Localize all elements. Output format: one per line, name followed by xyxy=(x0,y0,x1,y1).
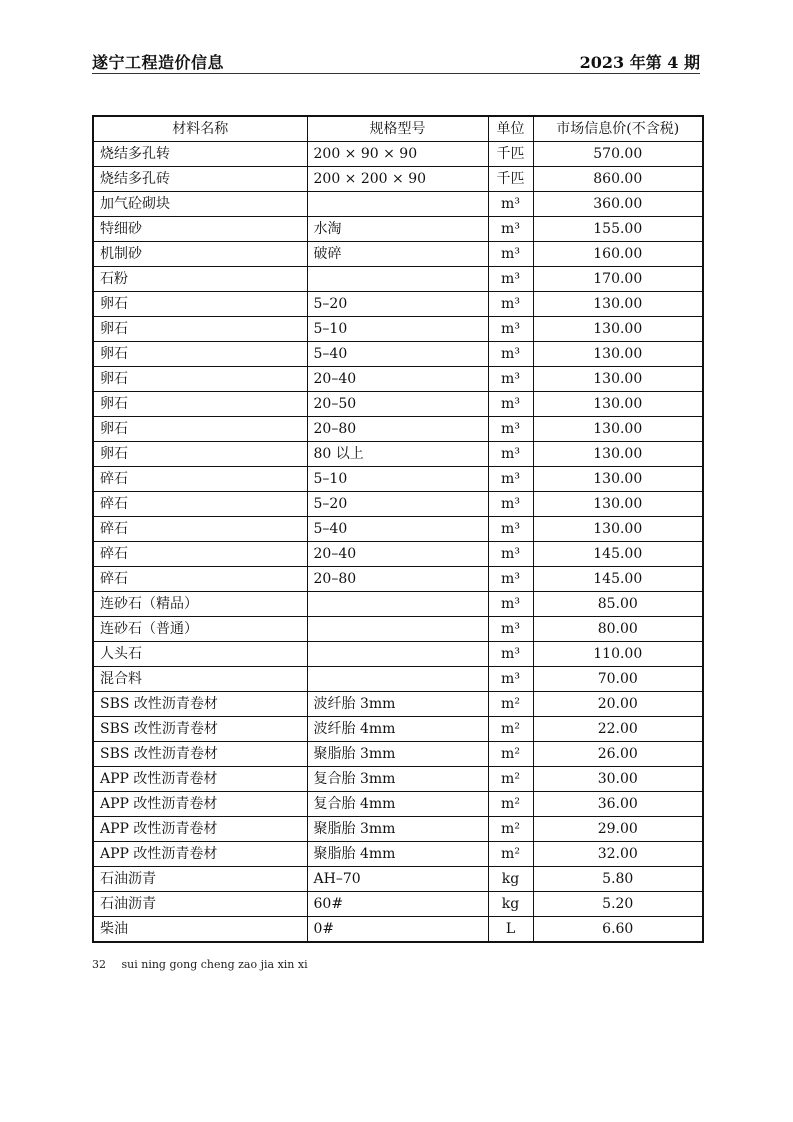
table-row xyxy=(93,417,703,442)
cell-material-name: 碎石 xyxy=(93,492,307,517)
cell-unit: m³ xyxy=(488,542,533,567)
cell-material-name: SBS 改性沥青卷材 xyxy=(93,742,307,767)
cell-unit: m³ xyxy=(488,267,533,292)
cell-spec xyxy=(307,192,488,217)
cell-price: 130.00 xyxy=(533,517,703,542)
cell-material-name: 混合料 xyxy=(93,667,307,692)
cell-spec: 20–40 xyxy=(307,367,488,392)
cell-material-name: 卵石 xyxy=(93,342,307,367)
cell-material-name: APP 改性沥青卷材 xyxy=(93,792,307,817)
cell-material-name: 石油沥青 xyxy=(93,867,307,892)
cell-price: 170.00 xyxy=(533,267,703,292)
cell-material-name: 卵石 xyxy=(93,417,307,442)
cell-spec: 5–10 xyxy=(307,317,488,342)
cell-spec: 波纤胎 4mm xyxy=(307,717,488,742)
table-row xyxy=(93,717,703,742)
table-row xyxy=(93,192,703,217)
cell-price: 360.00 xyxy=(533,192,703,217)
table-row xyxy=(93,817,703,842)
cell-spec xyxy=(307,617,488,642)
cell-spec: 0# xyxy=(307,917,488,943)
column-header-price: 市场信息价(不含税) xyxy=(533,116,703,142)
cell-spec: 5–20 xyxy=(307,492,488,517)
cell-unit: m³ xyxy=(488,442,533,467)
cell-spec: 聚脂胎 4mm xyxy=(307,842,488,867)
cell-spec: 复合胎 4mm xyxy=(307,792,488,817)
cell-unit: m³ xyxy=(488,392,533,417)
cell-spec: 200 × 90 × 90 xyxy=(307,142,488,167)
cell-unit: m³ xyxy=(488,642,533,667)
table-body xyxy=(93,142,703,943)
cell-price: 130.00 xyxy=(533,392,703,417)
publication-title: 遂宁工程造价信息 xyxy=(92,53,225,72)
cell-price: 36.00 xyxy=(533,792,703,817)
cell-unit: m³ xyxy=(488,317,533,342)
cell-unit: m³ xyxy=(488,242,533,267)
cell-material-name: 碎石 xyxy=(93,467,307,492)
cell-spec: 20–80 xyxy=(307,567,488,592)
cell-spec xyxy=(307,267,488,292)
cell-material-name: 加气砼砌块 xyxy=(93,192,307,217)
cell-spec: 聚脂胎 3mm xyxy=(307,817,488,842)
cell-unit: m³ xyxy=(488,417,533,442)
cell-spec: 5–20 xyxy=(307,292,488,317)
cell-spec: 破碎 xyxy=(307,242,488,267)
cell-spec: 复合胎 3mm xyxy=(307,767,488,792)
cell-material-name: 柴油 xyxy=(93,917,307,943)
cell-unit: m² xyxy=(488,817,533,842)
cell-price: 85.00 xyxy=(533,592,703,617)
table-row xyxy=(93,667,703,692)
table-row xyxy=(93,317,703,342)
table-row xyxy=(93,642,703,667)
table-row xyxy=(93,592,703,617)
cell-spec: 200 × 200 × 90 xyxy=(307,167,488,192)
cell-price: 32.00 xyxy=(533,842,703,867)
cell-unit: kg xyxy=(488,867,533,892)
table-row xyxy=(93,392,703,417)
cell-spec: 5–40 xyxy=(307,517,488,542)
table-row xyxy=(93,792,703,817)
cell-material-name: 卵石 xyxy=(93,367,307,392)
cell-material-name: APP 改性沥青卷材 xyxy=(93,817,307,842)
cell-spec: 20–50 xyxy=(307,392,488,417)
cell-unit: m³ xyxy=(488,567,533,592)
cell-spec xyxy=(307,667,488,692)
cell-spec xyxy=(307,642,488,667)
cell-unit: m³ xyxy=(488,192,533,217)
cell-unit: m³ xyxy=(488,617,533,642)
cell-unit: m² xyxy=(488,767,533,792)
cell-unit: m³ xyxy=(488,217,533,242)
cell-price: 5.80 xyxy=(533,867,703,892)
cell-unit: m³ xyxy=(488,592,533,617)
cell-spec: 80 以上 xyxy=(307,442,488,467)
page-number: 32 xyxy=(92,958,106,971)
cell-unit: L xyxy=(488,917,533,943)
table-row xyxy=(93,567,703,592)
table-row xyxy=(93,267,703,292)
table-row xyxy=(93,292,703,317)
cell-spec: 20–40 xyxy=(307,542,488,567)
cell-material-name: 碎石 xyxy=(93,517,307,542)
cell-unit: m³ xyxy=(488,667,533,692)
cell-unit: m³ xyxy=(488,367,533,392)
cell-unit: m³ xyxy=(488,517,533,542)
table-row xyxy=(93,692,703,717)
cell-price: 5.20 xyxy=(533,892,703,917)
cell-price: 130.00 xyxy=(533,442,703,467)
table-header-row xyxy=(93,116,703,142)
table-row xyxy=(93,167,703,192)
cell-price: 130.00 xyxy=(533,367,703,392)
cell-price: 20.00 xyxy=(533,692,703,717)
cell-price: 130.00 xyxy=(533,317,703,342)
cell-material-name: APP 改性沥青卷材 xyxy=(93,842,307,867)
cell-price: 110.00 xyxy=(533,642,703,667)
cell-material-name: SBS 改性沥青卷材 xyxy=(93,717,307,742)
cell-spec: 20–80 xyxy=(307,417,488,442)
cell-material-name: 碎石 xyxy=(93,567,307,592)
table-row xyxy=(93,867,703,892)
table-row xyxy=(93,242,703,267)
cell-material-name: 石粉 xyxy=(93,267,307,292)
table-row xyxy=(93,142,703,167)
cell-price: 570.00 xyxy=(533,142,703,167)
cell-material-name: 卵石 xyxy=(93,392,307,417)
table-row xyxy=(93,467,703,492)
cell-price: 80.00 xyxy=(533,617,703,642)
table-row xyxy=(93,617,703,642)
cell-price: 860.00 xyxy=(533,167,703,192)
cell-unit: m³ xyxy=(488,467,533,492)
cell-price: 26.00 xyxy=(533,742,703,767)
column-header-unit: 单位 xyxy=(488,116,533,142)
cell-price: 70.00 xyxy=(533,667,703,692)
cell-unit: m² xyxy=(488,692,533,717)
cell-unit: kg xyxy=(488,892,533,917)
cell-price: 130.00 xyxy=(533,492,703,517)
footer-running-text: sui ning gong cheng zao jia xin xi xyxy=(121,958,308,971)
cell-unit: m² xyxy=(488,742,533,767)
cell-spec: 聚脂胎 3mm xyxy=(307,742,488,767)
cell-price: 130.00 xyxy=(533,467,703,492)
cell-material-name: 卵石 xyxy=(93,292,307,317)
table-row xyxy=(93,217,703,242)
table-row xyxy=(93,542,703,567)
cell-price: 145.00 xyxy=(533,542,703,567)
cell-price: 130.00 xyxy=(533,342,703,367)
cell-spec: 水淘 xyxy=(307,217,488,242)
cell-price: 30.00 xyxy=(533,767,703,792)
cell-price: 155.00 xyxy=(533,217,703,242)
cell-spec: 波纤胎 3mm xyxy=(307,692,488,717)
cell-material-name: 碎石 xyxy=(93,542,307,567)
cell-unit: m² xyxy=(488,842,533,867)
cell-unit: m³ xyxy=(488,492,533,517)
table-row xyxy=(93,517,703,542)
cell-material-name: 连砂石（精品） xyxy=(93,592,307,617)
cell-spec: AH–70 xyxy=(307,867,488,892)
issue-number: 2023 年第 4 期 xyxy=(579,53,700,72)
price-table xyxy=(92,115,704,943)
cell-spec: 5–40 xyxy=(307,342,488,367)
cell-price: 6.60 xyxy=(533,917,703,943)
cell-material-name: 连砂石（普通） xyxy=(93,617,307,642)
table-row xyxy=(93,742,703,767)
cell-material-name: 卵石 xyxy=(93,442,307,467)
cell-material-name: 石油沥青 xyxy=(93,892,307,917)
table-row xyxy=(93,767,703,792)
cell-spec: 5–10 xyxy=(307,467,488,492)
table-row xyxy=(93,842,703,867)
column-header-material-name: 材料名称 xyxy=(93,116,307,142)
cell-price: 130.00 xyxy=(533,292,703,317)
cell-unit: m² xyxy=(488,717,533,742)
cell-material-name: 卵石 xyxy=(93,317,307,342)
cell-spec xyxy=(307,592,488,617)
cell-price: 22.00 xyxy=(533,717,703,742)
table-row xyxy=(93,442,703,467)
column-header-spec: 规格型号 xyxy=(307,116,488,142)
page-header xyxy=(92,50,700,74)
cell-material-name: SBS 改性沥青卷材 xyxy=(93,692,307,717)
cell-unit: 千匹 xyxy=(488,167,533,192)
table-row xyxy=(93,892,703,917)
cell-price: 130.00 xyxy=(533,417,703,442)
table-row xyxy=(93,367,703,392)
cell-spec: 60# xyxy=(307,892,488,917)
cell-price: 29.00 xyxy=(533,817,703,842)
table-row xyxy=(93,342,703,367)
cell-material-name: 烧结多孔砖 xyxy=(93,167,307,192)
cell-price: 145.00 xyxy=(533,567,703,592)
cell-price: 160.00 xyxy=(533,242,703,267)
cell-material-name: 烧结多孔转 xyxy=(93,142,307,167)
header-divider xyxy=(92,73,700,74)
page-footer xyxy=(92,958,308,971)
table-row xyxy=(93,917,703,943)
cell-unit: m³ xyxy=(488,342,533,367)
cell-unit: m² xyxy=(488,792,533,817)
cell-material-name: 特细砂 xyxy=(93,217,307,242)
cell-unit: 千匹 xyxy=(488,142,533,167)
cell-unit: m³ xyxy=(488,292,533,317)
cell-material-name: APP 改性沥青卷材 xyxy=(93,767,307,792)
cell-material-name: 机制砂 xyxy=(93,242,307,267)
cell-material-name: 人头石 xyxy=(93,642,307,667)
table-row xyxy=(93,492,703,517)
